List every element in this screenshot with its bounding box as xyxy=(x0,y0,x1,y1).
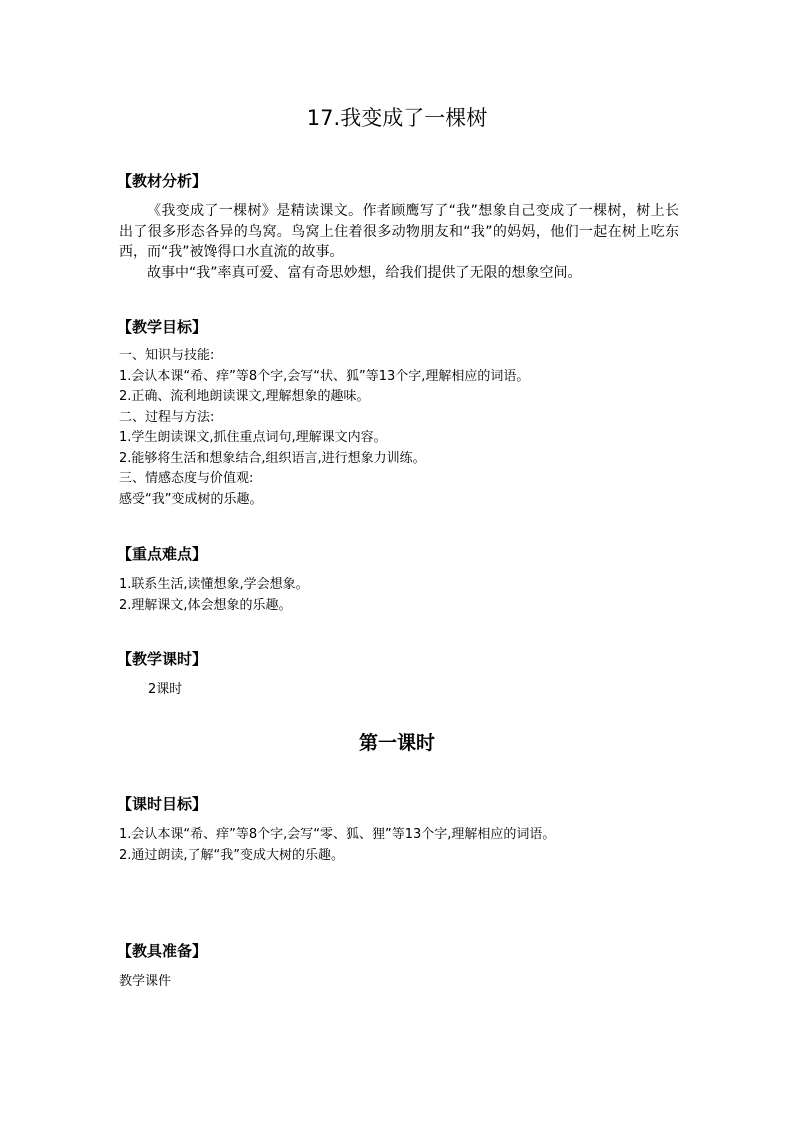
key-points-list xyxy=(119,575,689,616)
goals-line: 三、情感态度与价值观: xyxy=(119,471,254,486)
section-heading-hours: 【教学课时】 xyxy=(117,650,208,668)
section-heading-objectives: 【课时目标】 xyxy=(117,795,208,813)
objectives-line: 2.通过朗读,了解“我”变成大树的乐趣。 xyxy=(119,847,345,863)
document-title: 17.我变成了一棵树 xyxy=(306,106,488,130)
goals-line: 1.会认本课“希、痒”等8个字,会写“状、狐”等13个字,理解相应的词语。 xyxy=(119,368,530,384)
goals-line: 一、知识与技能: xyxy=(119,348,215,363)
goals-line: 感受“我”变成树的乐趣。 xyxy=(119,491,263,507)
goals-line: 2.能够将生活和想象结合,组织语言,进行想象力训练。 xyxy=(119,450,426,466)
objectives-line: 1.会认本课“希、痒”等8个字,会写“零、狐、狸”等13个字,理解相应的词语。 xyxy=(119,827,556,842)
section-heading-analysis: 【教材分析】 xyxy=(117,172,208,190)
goals-list xyxy=(119,346,689,510)
materials-value: 教学课件 xyxy=(119,974,172,989)
hours-value: 2课时 xyxy=(148,682,183,697)
section-heading-key-points: 【重点难点】 xyxy=(117,545,208,563)
goals-line: 二、过程与方法: xyxy=(119,409,215,425)
lesson-one-title: 第一课时 xyxy=(358,732,435,754)
section-heading-goals: 【教学目标】 xyxy=(117,318,208,336)
objectives-list xyxy=(119,825,679,866)
key-points-line: 2.理解课文,体会想象的乐趣。 xyxy=(119,597,292,613)
goals-line: 2.正确、流利地朗读课文,理解想象的趣味。 xyxy=(119,389,370,404)
section-heading-materials: 【教具准备】 xyxy=(117,942,208,960)
goals-line: 1.学生朗读课文,抓住重点词句,理解课文内容。 xyxy=(119,430,387,445)
analysis-paragraph-2: 故事中“我”率真可爱、富有奇思妙想，给我们提供了无限的想象空间。 xyxy=(147,265,582,281)
key-points-line: 1.联系生活,读懂想象,学会想象。 xyxy=(119,577,309,592)
analysis-paragraph-1: 《我变成了一棵树》是精读课文。作者顾鹰写了“我”想象自己变成了一棵树，树上长出了很多形态各异的鸟窝。鸟窝上住着很多动物朋友和“我”的妈妈，他们一起在树上吃东西，而“我”被馋得口水直流的故事。 xyxy=(119,203,679,260)
